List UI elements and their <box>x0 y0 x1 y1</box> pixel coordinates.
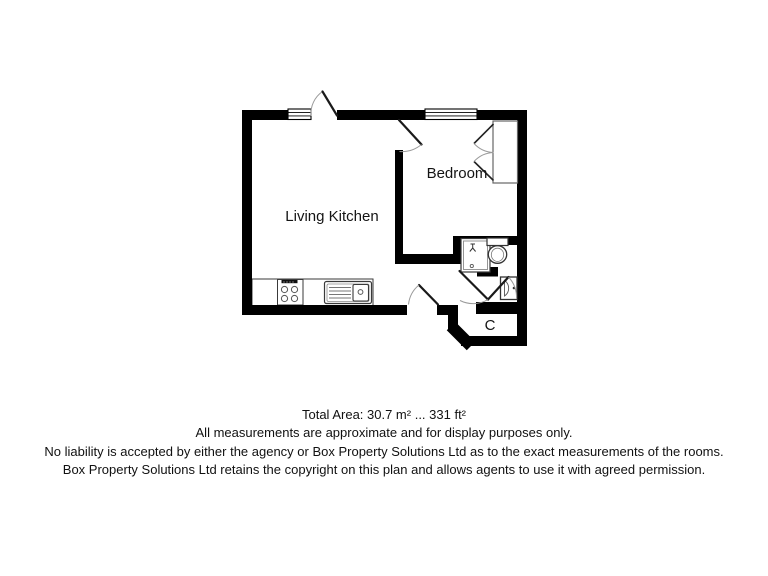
room-label-cupboard: C <box>484 317 496 334</box>
wash-basin-icon <box>501 277 518 300</box>
wall-left <box>242 110 252 315</box>
total-area-text: Total Area: 30.7 m² ... 331 ft² <box>301 407 467 422</box>
footer <box>0 406 768 480</box>
copyright-line: Box Property Solutions Ltd retains the copyright on this plan and allows agents to use it with agreed permission. <box>62 462 706 478</box>
wall-cupboard-top <box>476 302 517 314</box>
window-top-left-icon <box>288 109 311 120</box>
entrance-door-top-icon <box>311 92 337 117</box>
walls <box>242 110 527 346</box>
wall-interior-bedroom <box>395 150 403 264</box>
disclaimer-line-2: No liability is accepted by either the agency or Box Property Solutions Ltd as to the exact measurements of the rooms. <box>44 443 724 459</box>
bedroom-door-icon <box>399 120 422 152</box>
wall-right <box>517 110 527 346</box>
toilet-icon <box>487 238 508 263</box>
wall-cupboard-bottom <box>461 336 527 346</box>
room-label-bedroom: Bedroom <box>426 165 488 182</box>
living-kitchen-door-icon <box>409 285 439 305</box>
window-top-right-icon <box>425 109 477 120</box>
disclaimer-line-1: All measurements are approximate and for display purposes only. <box>195 425 573 441</box>
shower-icon <box>461 239 490 273</box>
wall-bottom-living <box>242 305 407 315</box>
wall-bedroom-bottom <box>395 254 455 264</box>
room-label-living-kitchen: Living Kitchen <box>285 208 379 225</box>
hob-icon <box>278 280 304 306</box>
kitchen-sink-icon <box>325 282 372 304</box>
